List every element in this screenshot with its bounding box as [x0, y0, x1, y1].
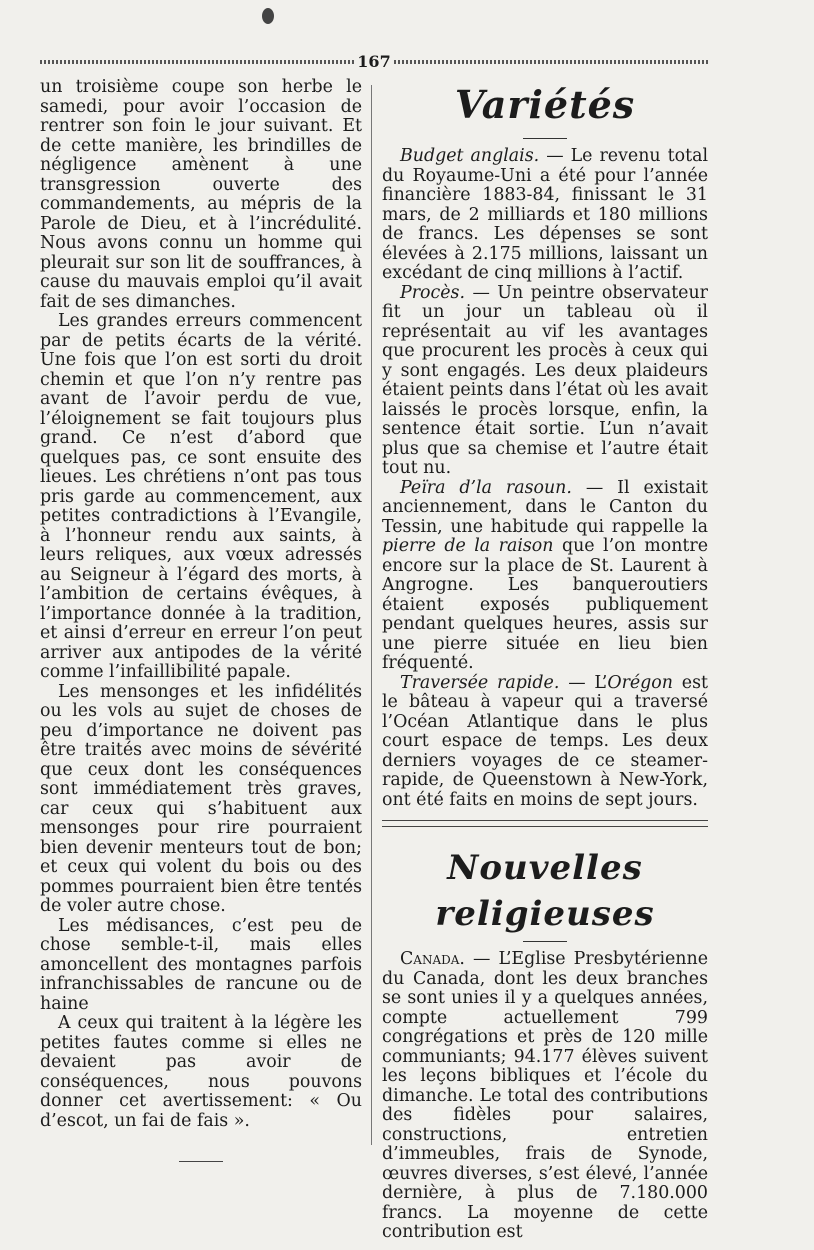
paragraph: Les médisances, c’est peu de chose semble-t-il, mais elles amoncellent des montagnes parfois infranchissables de rancune ou de haine [40, 915, 362, 1014]
item-italic-phrase: Orégon [607, 672, 673, 693]
paragraph: Les mensonges et les infidélités ou les vols au sujet de choses de peu d’importance ne doivent pas être traités avec moins de sévérité que ceux dont les conséquences sont immédiatement très graves, car ceux qui s’habituent aux mensonges pour rire pourraient bien devenir menteurs tout de bon; et ceux qui volent du bois ou des pommes pourraient bien être tentés de voler autre chose. [40, 681, 362, 916]
paragraph: A ceux qui traitent à la légère les petites fautes comme si elles ne devaient pas avoir de conséquences, nous pouvons donner cet avertissement: « Ou d’escot, un fai de fais ». [40, 1013, 362, 1131]
item-text: — Un peintre observateur fit un jour un tableau où il représentait au vif les avantages que procurent les procès à ceux qui y sont engagés. Les deux plaideurs étaient peints dans l’état où les avait laissés le procès lorsque, enfin, la sentence était sortie. L’un n’avait plus que sa chemise et l’autre était tout nu. [382, 282, 708, 478]
end-rule [179, 1161, 223, 1162]
item-title: Budget anglais. [400, 146, 540, 166]
news-item [382, 147, 708, 284]
item-text: — L’ [559, 672, 608, 693]
news-item-canada [382, 950, 708, 1243]
news-item [382, 674, 708, 811]
header-rule-right [394, 60, 708, 64]
double-rule [382, 820, 708, 827]
section-title-varietes: Variétés [454, 82, 636, 127]
column-divider [371, 85, 372, 1145]
paragraph: un troisième coupe son herbe le samedi, pour avoir l’occasion de rentrer son foin le jour suivant. Et de cette manière, les brindilles de négligence amènent à une transgression ouverte des commandements, au mépris de la Parole de Dieu, et à l’incrédulité. Nous avons connu un homme qui pleurait sur son lit de souffrances, à cause du mauvais emploi qu’il avait fait de ses dimanches. [40, 77, 362, 312]
item-italic-phrase: pierre de la raison [382, 536, 554, 556]
item-text: — Le revenu total du Royaume-Uni a été pour l’année financière 1883-84, finissant le 31 mars, de 2 milliards et 180 millions de francs. Les dépenses se sont élevées à 2.175 millions, laissant un excédant de cinq millions à l’actif. [382, 146, 709, 283]
ink-speck [262, 8, 274, 24]
right-column [382, 78, 708, 1243]
item-title: Peïra d’la rasoun. [400, 477, 572, 498]
short-rule [523, 138, 567, 139]
item-title: Procès. [400, 282, 465, 303]
item-text: — L’Eglise Presbytérienne du Canada, dont les deux branches se sont unies il y a quelques années, compte actuellement 799 congrégations et près de 120 mille communiants; 94.177 élèves suivent les leçons bibliques et l’école du dimanche. Le total des contributions des fidèles pour salaires, constructions, entretien d’immeubles, frais de Synode, œuvres diverses, s’est élevé, l’année dernière, à plus de 7.180.000 francs. La moyenne de cette contribution est [382, 949, 708, 1242]
item-text: — Il existait anciennement, dans le Canton du Tessin, une habitude qui rappelle la [382, 477, 708, 537]
page-header [40, 52, 708, 72]
section-title-nouvelles: Nouvelles religieuses [435, 848, 655, 934]
news-item [382, 284, 708, 479]
page-number: 167 [357, 52, 391, 71]
short-rule [523, 941, 567, 942]
header-rule-left [40, 60, 354, 64]
item-text: que l’on montre encore sur la place de St. Laurent à Angrogne. Les banqueroutiers étaient exposés publiquement pendant quelques heures, assis sur une pierre située en lieu bien fréquenté. [382, 536, 708, 673]
item-text: est le bâteau à vapeur qui a traversé l’Océan Atlantique dans le plus court espace de temps. Les deux derniers voyages de ce steamer-rapide, de Queenstown à New-York, ont été faits en moins de sept jours. [382, 672, 709, 810]
item-title: Traversée rapide. [400, 672, 560, 693]
paragraph: Les grandes erreurs commencent par de petits écarts de la vérité. Une fois que l’on est sorti du droit chemin et que l’on n’y rentre pas avant de l’avoir perdu de vue, l’éloignement se fait toujours plus grand. Ce n’est d’abord que quelques pas, ce sont ensuite des lieues. Les chrétiens n’ont pas tous pris garde au commencement, aux petites contradictions à l’Evangile, à l’honneur rendu aux saints, à leurs reliques, aux vœux adressés au Seigneur à l’égard des morts, à l’ambition de certains évêques, à l’importance donnée à la tradition, et ainsi d’erreur en erreur l’on peut arriver aux antipodes de la vérité comme l’infaillibilité papale. [40, 311, 362, 682]
item-label: Canada. [400, 949, 465, 969]
news-item [382, 479, 708, 674]
left-column [40, 78, 362, 1162]
